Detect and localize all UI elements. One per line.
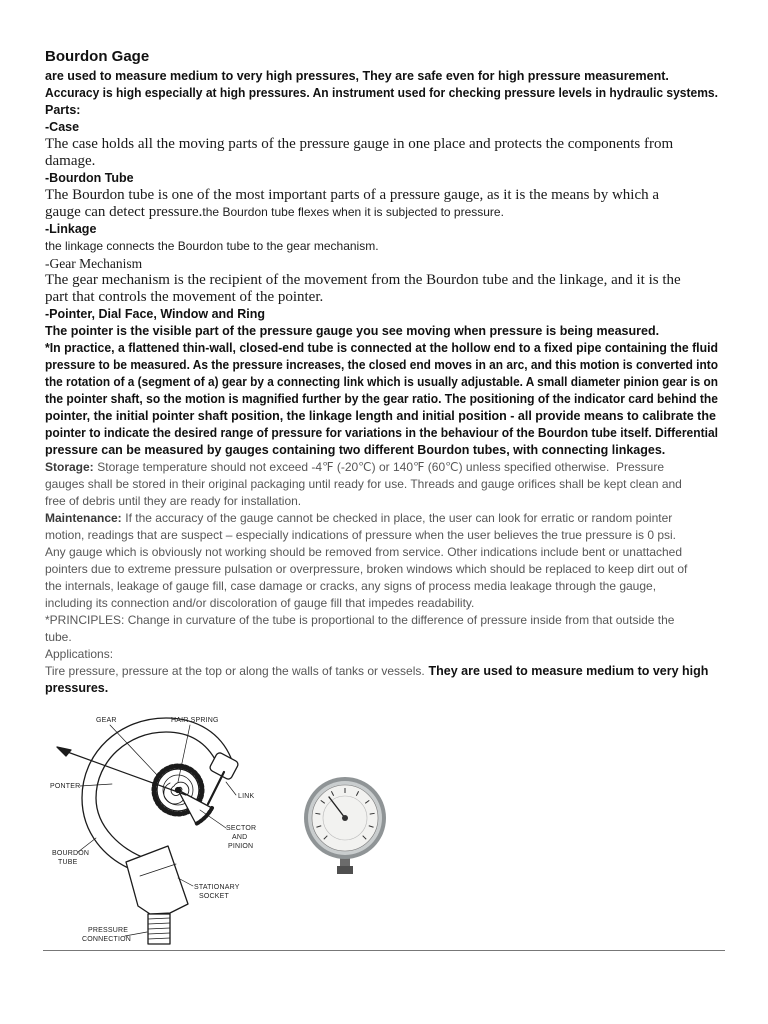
maintenance-line-1	[45, 510, 672, 527]
label-socket: SOCKET	[199, 893, 229, 900]
principles-line-2: tube.	[45, 630, 72, 644]
pressure-gauge-photo	[304, 777, 386, 874]
document-body	[45, 68, 720, 700]
practice-line-4: the pointer shaft, so the motion is magnified further by the gear ratio. The positioning of the indicator card behind the	[45, 392, 718, 406]
gear-mechanism-text-line-2: part that controls the movement of the pointer.	[45, 289, 324, 305]
storage-line-2: gauges shall be stored in their original packaging until ready for use. Threads and gauge orifices shall be kept clean and	[45, 477, 682, 491]
label-gear: GEAR	[96, 717, 117, 724]
pointer-pivot	[176, 788, 181, 793]
gear-mechanism-text-line-1: The gear mechanism is the recipient of the movement from the Bourdon tube and the linkage, and it is the	[45, 272, 681, 288]
applications-text: Tire pressure, pressure at the top or along the walls of tanks or vessels.	[45, 664, 425, 678]
bourdon-tube-text-line-1: The Bourdon tube is one of the most important parts of a pressure gauge, as it is the means by which a	[45, 187, 660, 203]
label-stationary: STATIONARY	[194, 884, 240, 891]
applications-line-1	[45, 663, 708, 680]
practice-line-5: pointer, the initial pointer shaft position, the linkage length and initial position - all provide means to calibrate the	[45, 409, 716, 423]
bourdon-tube-text-serif: gauge can detect pressure.	[45, 204, 203, 220]
gauge-nut	[337, 866, 353, 874]
storage-label: Storage:	[45, 460, 94, 474]
practice-line-1: *In practice, a flattened thin-wall, closed-end tube is connected at the hollow end to a fixed pipe containing the fluid	[45, 341, 718, 355]
bourdon-tube-heading: -Bourdon Tube	[45, 171, 134, 185]
label-bourdon: BOURDON	[52, 850, 90, 857]
practice-line-7: pressure can be measured by gauges containing two different Bourdon tubes, with connecting linkages.	[45, 443, 666, 457]
intro-line-2: Accuracy is high especially at high pressures. An instrument used for checking pressure levels in hydraulic systems.	[45, 86, 718, 100]
storage-line-1	[45, 459, 664, 476]
bottom-rule	[43, 950, 725, 951]
pointer-text: The pointer is the visible part of the pressure gauge you see moving when pressure is being measured.	[45, 324, 660, 338]
label-link: LINK	[238, 793, 255, 800]
storage-line-3: free of debris until they are ready for installation.	[45, 494, 302, 508]
practice-line-6: pointer to indicate the desired range of pressure for variations in the behaviour of the Bourdon tube itself. Differential	[45, 426, 718, 440]
parts-label: Parts:	[45, 103, 81, 117]
gear-mechanism-heading: -Gear Mechanism	[45, 256, 143, 271]
maintenance-text: If the accuracy of the gauge cannot be checked in place, the user can look for erratic or random pointer	[125, 511, 673, 525]
bourdon-gauge-figure	[0, 700, 420, 950]
intro-line-1: are used to measure medium to very high pressures, They are safe even for high pressure measurement.	[45, 69, 669, 83]
linkage-heading: -Linkage	[45, 222, 97, 236]
applications-line-2: pressures.	[45, 681, 109, 695]
stationary-socket	[126, 846, 188, 914]
label-tube: TUBE	[58, 859, 78, 866]
leader-link	[226, 782, 236, 795]
linkage-text: the linkage connects the Bourdon tube to the gear mechanism.	[45, 239, 379, 253]
pointer-heading: -Pointer, Dial Face, Window and Ring	[45, 307, 266, 321]
label-pinion: PINION	[228, 843, 254, 850]
leader-pointer	[80, 784, 112, 786]
principles-line-1: *PRINCIPLES: Change in curvature of the tube is proportional to the difference of pressure inside from that outside the	[45, 613, 675, 627]
label-pointer: PONTER	[50, 783, 81, 790]
case-text-line-1: The case holds all the moving parts of the pressure gauge in one place and protects the components from	[45, 136, 674, 152]
bourdon-gauge-diagram	[57, 718, 239, 944]
case-heading: -Case	[45, 120, 80, 134]
practice-line-2: pressure to be measured. As the pressure increases, the closed end moves in an arc, and this motion is converted into	[45, 358, 718, 372]
label-sector: SECTOR	[226, 825, 257, 832]
maintenance-line-4: pointers due to extreme pressure pulsation or overpressure, broken windows which should be replaced to keep dirt out of	[45, 562, 688, 576]
maintenance-line-6: including its connection and/or discoloration of gauge fill that impedes readability.	[45, 596, 475, 610]
case-text-line-2: damage.	[45, 153, 96, 169]
applications-label: Applications:	[45, 647, 114, 661]
practice-line-3: the rotation of a (segment of a) gear by a connecting link which is usually adjustable. A small diameter pinion gear is on	[45, 375, 718, 389]
label-pressure: PRESSURE	[88, 927, 129, 934]
applications-emphasis: They are used to measure medium to very high	[428, 664, 709, 678]
maintenance-label: Maintenance:	[45, 511, 122, 525]
pointer-tip	[57, 747, 71, 756]
page-title: Bourdon Gage	[45, 48, 150, 65]
gauge-center-knob	[342, 815, 348, 821]
maintenance-line-2: motion, readings that are suspect – especially indications of pressure when the user believes the true pressure is 0 psi.	[45, 528, 677, 542]
label-connection: CONNECTION	[82, 936, 132, 943]
bourdon-tube-note: the Bourdon tube flexes when it is subjected to pressure.	[202, 205, 504, 219]
link-rod	[208, 772, 224, 804]
storage-text: Storage temperature should not exceed -4℉ (-20℃) or 140℉ (60℃) unless specified otherwise. Pressure	[97, 460, 665, 474]
bourdon-tube-text-line-2	[45, 204, 504, 221]
maintenance-line-5: the internals, leakage of gauge fill, case damage or cracks, any signs of process media leakage through the gauge,	[45, 579, 657, 593]
maintenance-line-3: Any gauge which is obviously not working should be removed from service. Other indications include bent or unattached	[45, 545, 683, 559]
label-and: AND	[232, 834, 248, 841]
label-hair-spring: HAIR SPRING	[171, 717, 219, 724]
